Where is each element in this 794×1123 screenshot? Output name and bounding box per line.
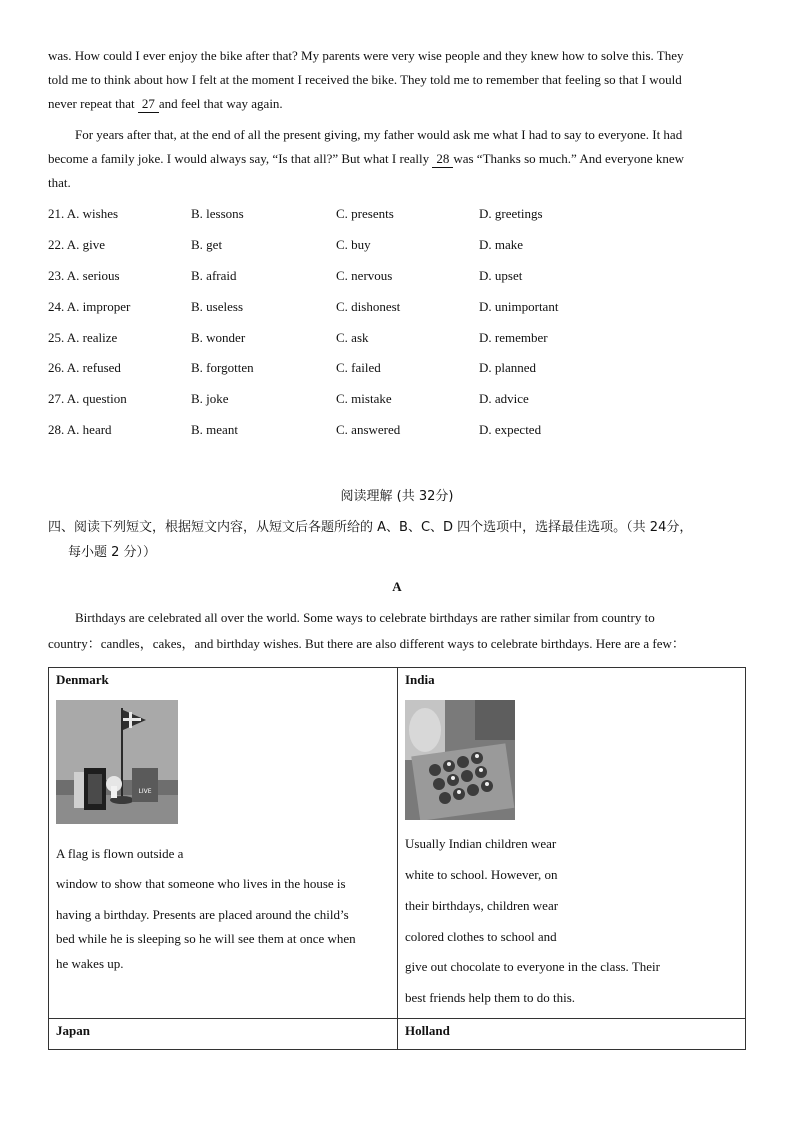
card-text: LIVE xyxy=(138,788,152,795)
option-b: B. useless xyxy=(191,299,243,314)
india-line: Usually Indian children wear xyxy=(405,836,557,851)
india-line: best friends help them to do this. xyxy=(405,990,576,1005)
denmark-cell xyxy=(49,668,398,1019)
option-row xyxy=(48,330,648,350)
option-c: C. answered xyxy=(336,422,401,437)
india-text xyxy=(398,834,745,1008)
intro-line: country：candles，cakes，and birthday wishes. But there are also different ways to celebrate birthdays. Here are a few： xyxy=(48,636,685,651)
india-cell xyxy=(398,668,746,1019)
section-heading: 阅读理解 (共 32分) xyxy=(340,489,454,504)
option-a: 21. A. wishes xyxy=(48,206,119,221)
denmark-title: Denmark xyxy=(56,672,109,687)
india-line: colored clothes to school and xyxy=(405,929,557,944)
option-c: C. buy xyxy=(336,237,371,252)
option-a: 22. A. give xyxy=(48,237,106,252)
india-title: India xyxy=(405,672,435,687)
option-a: 26. A. refused xyxy=(48,360,121,375)
japan-title: Japan xyxy=(56,1023,90,1038)
option-row xyxy=(48,237,648,257)
india-line: white to school. However, on xyxy=(405,867,558,882)
passage-text: become a family joke. I would always say, “Is that all?” But what I really xyxy=(48,151,430,166)
option-a: 24. A. improper xyxy=(48,299,131,314)
option-c: C. dishonest xyxy=(336,299,401,314)
option-d: D. make xyxy=(479,237,524,252)
option-a: 28. A. heard xyxy=(48,422,112,437)
option-b: B. get xyxy=(191,237,223,252)
option-b: B. meant xyxy=(191,422,238,437)
option-row xyxy=(48,299,648,319)
option-row xyxy=(48,268,648,288)
passage-line: told me to think about how I felt at the moment I received the bike. They told me to remember that feeling so that I would xyxy=(48,72,682,87)
denmark-line: window to show that someone who lives in the house is xyxy=(56,876,346,891)
denmark-line: having a birthday. Presents are placed around the child’s xyxy=(56,907,349,922)
passage-line xyxy=(48,147,748,171)
holland-cell xyxy=(398,1019,746,1050)
passage-line: was. How could I ever enjoy the bike after that? My parents were very wise people and they knew how to solve this. They xyxy=(48,48,684,63)
option-b: B. wonder xyxy=(191,330,246,345)
option-c: C. mistake xyxy=(336,391,392,406)
option-d: D. greetings xyxy=(479,206,543,221)
option-d: D. advice xyxy=(479,391,529,406)
option-row xyxy=(48,391,648,411)
blank-28: 28 xyxy=(432,151,453,168)
option-c: C. failed xyxy=(336,360,381,375)
denmark-line: A flag is flown outside a xyxy=(56,846,184,861)
option-row xyxy=(48,422,648,442)
option-a: 23. A. serious xyxy=(48,268,120,283)
option-c: C. nervous xyxy=(336,268,393,283)
option-b: B. lessons xyxy=(191,206,244,221)
option-c: C. ask xyxy=(336,330,369,345)
blank-27: 27 xyxy=(138,96,159,113)
option-c: C. presents xyxy=(336,206,394,221)
option-row xyxy=(48,206,648,226)
option-d: D. planned xyxy=(479,360,537,375)
japan-cell xyxy=(49,1019,398,1050)
country-table xyxy=(48,667,746,1050)
india-line: give out chocolate to everyone in the class. Their xyxy=(405,959,660,974)
option-d: D. upset xyxy=(479,268,523,283)
option-d: D. expected xyxy=(479,422,542,437)
option-row xyxy=(48,360,648,380)
denmark-flag-photo xyxy=(56,700,178,824)
option-d: D. remember xyxy=(479,330,548,345)
option-b: B. afraid xyxy=(191,268,237,283)
india-line: their birthdays, children wear xyxy=(405,898,559,913)
option-a: 27. A. question xyxy=(48,391,127,406)
instruction-line: 每小题 2 分）） xyxy=(68,545,157,560)
option-b: B. forgotten xyxy=(191,360,254,375)
option-a: 25. A. realize xyxy=(48,330,118,345)
intro-line: Birthdays are celebrated all over the world. Some ways to celebrate birthdays are rather similar from country to xyxy=(75,610,655,625)
option-d: D. unimportant xyxy=(479,299,559,314)
denmark-line: bed while he is sleeping so he will see them at once when xyxy=(56,931,356,946)
passage-text: was “Thanks so much.” And everyone knew xyxy=(453,151,685,166)
passage-text: and feel that way again. xyxy=(158,96,283,111)
denmark-text xyxy=(49,844,397,974)
denmark-line: he wakes up. xyxy=(56,956,124,971)
holland-title: Holland xyxy=(405,1023,450,1038)
india-cake-photo xyxy=(405,700,515,820)
passage-line: For years after that, at the end of all the present giving, my father would ask me what I had to say to everyone. It had xyxy=(75,127,683,142)
passage-text: never repeat that xyxy=(48,96,135,111)
passage-line xyxy=(48,92,748,116)
passage-label: A xyxy=(392,579,402,594)
option-b: B. joke xyxy=(191,391,229,406)
passage-line: that. xyxy=(48,175,71,190)
instruction-line: 四、阅读下列短文，根据短文内容，从短文后各题所给的 A、B、C、D 四个选项中，选择最佳选项。（共 24分， xyxy=(48,520,693,535)
